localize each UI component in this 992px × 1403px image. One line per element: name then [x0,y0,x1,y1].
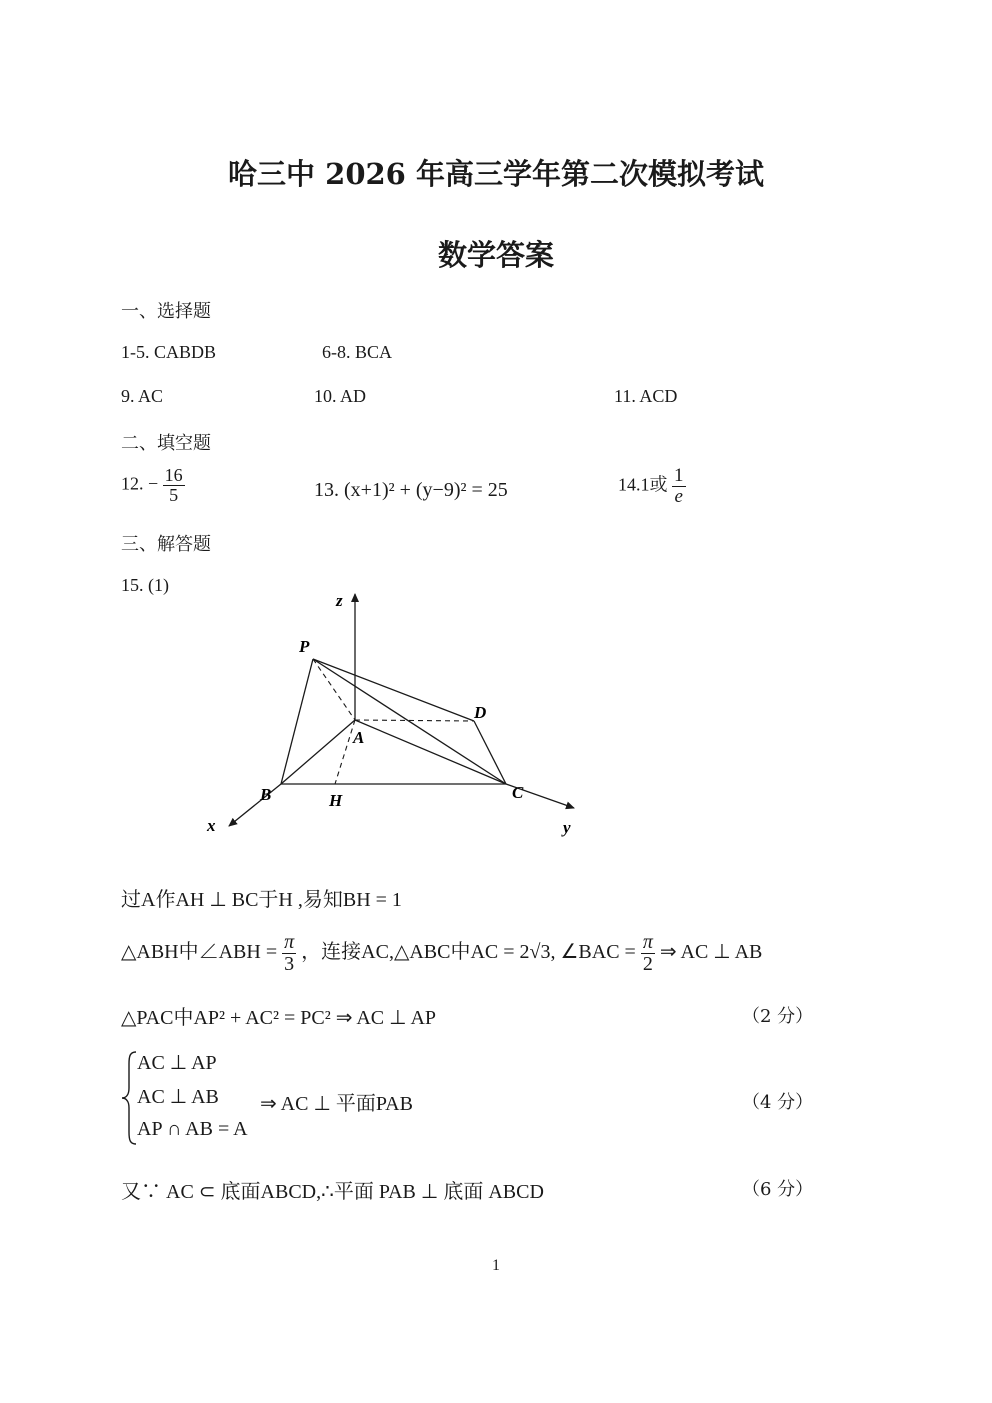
answer-14-denominator: e [674,485,683,507]
score-2: （2 分） [742,1006,814,1027]
label-H: H [329,791,343,810]
page-title: 哈三中 2026 年高三学年第二次模拟考试 [228,157,764,191]
solution-line-2-part-b: ，连接AC,△ABC中AC = 2√3, ∠BAC = [301,941,636,964]
label-z: z [336,591,343,610]
section-fill-heading: 二、填空题 [121,433,211,454]
edge-AB [281,720,355,784]
score-4: （4 分） [742,1092,814,1113]
edge-PB [281,659,313,784]
fraction-pi-2-denominator: 2 [642,953,653,975]
score-6: （6 分） [742,1179,814,1200]
system-result: ⇒ AC ⊥ 平面PAB [260,1093,413,1115]
page-subtitle: 数学答案 [437,238,554,272]
label-x: x [207,816,216,835]
question-15-label: 15. (1) [121,575,169,595]
edge-AH [335,720,355,784]
answer-9: 9. AC [121,386,164,406]
edge-AD [355,720,474,721]
answer-13-label: 13. [314,479,339,501]
label-P: P [299,637,310,656]
fraction-pi-3-denominator: 3 [284,953,295,975]
answer-12-numerator: 16 [164,465,183,485]
fraction-pi-2-numerator: π [642,931,653,953]
edge-AC [355,720,506,784]
fraction-pi-3-numerator: π [284,931,295,953]
fraction-pi-over-2 [641,932,655,975]
solution-line-2-part-c: ⇒ AC ⊥ AB [659,941,763,964]
label-C: C [512,783,524,802]
x-axis [229,784,281,826]
solution-line-2 [121,932,762,975]
answer-14-label: 14. [618,474,641,495]
section-choice-heading: 一、选择题 [121,301,211,322]
solution-line-5: 又∵ AC ⊂ 底面ABCD,∴平面 PAB ⊥ 底面 ABCD [121,1181,544,1203]
label-A: A [353,728,365,747]
answer-6-8: 6-8. BCA [322,342,393,362]
answer-12-label: 12. [121,473,144,494]
page-number: 1 [492,1257,500,1274]
system-line-2: AC ⊥ AB [137,1086,219,1108]
answer-10: 10. AD [314,386,367,406]
fraction-pi-over-3 [282,932,296,975]
system-line-1: AC ⊥ AP [137,1052,217,1074]
section-solve-heading: 三、解答题 [121,534,211,555]
solution-line-2-part-a: △ABH中∠ABH = [121,941,278,964]
solution-line-1: 过A作AH ⊥ BC于H ,易知BH = 1 [121,889,402,911]
label-D: D [474,703,487,722]
answer-12-denominator: 5 [169,484,179,505]
label-y: y [563,818,571,837]
answer-11: 11. ACD [614,386,678,406]
answer-14-prefix: 1或 [640,474,668,495]
label-B: B [260,785,272,804]
answer-12-sign: − [148,473,159,494]
answer-1-5: 1-5. CABDB [121,342,217,362]
edge-DC [474,721,506,784]
solution-line-3: △PAC中AP² + AC² = PC² ⇒ AC ⊥ AP [121,1007,437,1029]
edge-PA [313,659,355,720]
answer-13-expression: (x+1)² + (y−9)² = 25 [344,479,508,501]
answer-14-numerator: 1 [674,465,684,486]
system-line-3: AP ∩ AB = A [137,1118,248,1140]
